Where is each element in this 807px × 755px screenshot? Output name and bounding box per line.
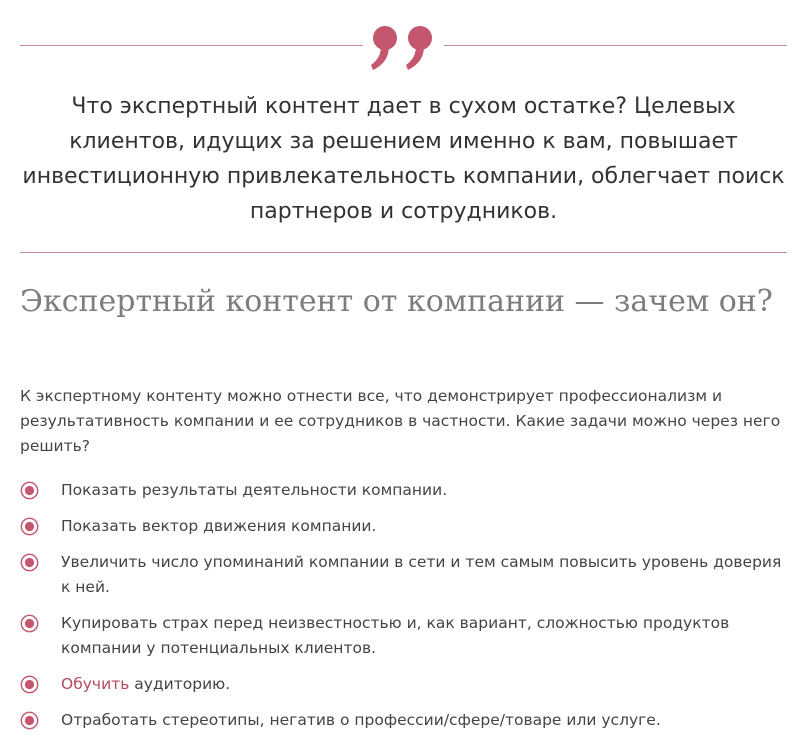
radio-bullet-icon <box>20 553 39 572</box>
list-item <box>20 611 787 661</box>
radio-bullet-icon <box>20 675 39 694</box>
educate-link[interactable]: Обучить <box>61 675 130 693</box>
radio-bullet-icon <box>20 711 39 730</box>
quote-mark-icon <box>370 25 438 71</box>
radio-bullet-icon <box>20 614 39 633</box>
radio-bullet-icon <box>20 481 39 500</box>
pull-quote <box>20 0 787 255</box>
task-list <box>20 478 787 744</box>
list-item-text: аудиторию. <box>129 675 231 693</box>
quote-divider-left <box>20 45 363 46</box>
quote-text: Что экспертный контент дает в сухом остатке? Целевых клиентов, идущих за решением именно к вам, повышает инвестиционную привлекательность компании, облегчает поиск партнеров и сотрудников. <box>22 94 785 224</box>
list-item <box>20 550 787 600</box>
intro-paragraph: К экспертному контенту можно отнести все, что демонстрирует профессионализм и результативность компании и ее сотрудников в частности. Какие задачи можно через него решить? <box>20 387 781 455</box>
list-item-text: Купировать страх перед неизвестностью и, как вариант, сложностью продуктов компании у потенциальных клиентов. <box>61 614 730 657</box>
list-item <box>20 708 787 733</box>
section-heading: Экспертный контент от компании — зачем он? <box>20 284 773 319</box>
list-item <box>20 514 787 539</box>
list-item-text: Показать результаты деятельности компании. <box>61 481 448 499</box>
list-item-text: Показать вектор движения компании. <box>61 517 377 535</box>
quote-divider-right <box>444 45 787 46</box>
radio-bullet-icon <box>20 517 39 536</box>
quote-bottom-divider <box>20 252 787 253</box>
list-item <box>20 478 787 503</box>
list-item-text: Отработать стереотипы, негатив о профессии/сфере/товаре или услуге. <box>61 711 661 729</box>
list-item-text: Увеличить число упоминаний компании в сети и тем самым повысить уровень доверия к ней. <box>61 553 782 596</box>
list-item <box>20 672 787 697</box>
